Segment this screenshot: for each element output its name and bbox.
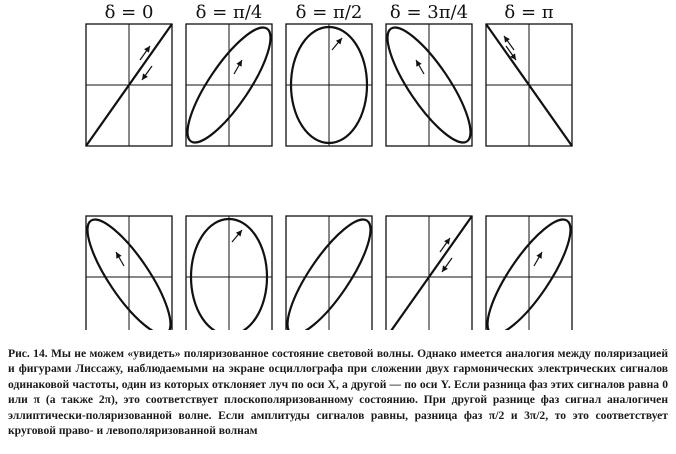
lissajous-panel-top-4 bbox=[486, 24, 572, 146]
lissajous-panel-top-1 bbox=[174, 17, 283, 152]
phase-header-1: δ = π/4 bbox=[195, 2, 263, 23]
rotation-arrow bbox=[234, 60, 242, 74]
phase-header-0: δ = 0 bbox=[104, 2, 154, 23]
backward-arrow bbox=[442, 258, 452, 272]
lissajous-panel-bottom-2 bbox=[274, 209, 383, 330]
backward-arrow bbox=[142, 66, 152, 80]
rotation-arrow bbox=[416, 60, 424, 74]
lissajous-panel-top-0 bbox=[86, 24, 172, 146]
phase-header-3: δ = 3π/4 bbox=[389, 2, 469, 23]
rotation-arrow bbox=[332, 38, 342, 50]
lissajous-panel-top-3 bbox=[374, 17, 483, 152]
figure-caption: Рис. 14. Мы не можем «увидеть» поляризованное состояние световой волны. Однако имеется аналогия между поляризацией и фигурами Лиссажу, наблюдаемыми на экране осциллографа при сложении двух гармонических электрических сигналов одинаковой частоты, один из которых отклоняет луч по оси X, а другой — по оси Y. Если разница фаз этих сигналов равна 0 или π (а также 2π), это соответствует плоскополяризованному состоянию. При другой разнице фаз сигнал аналогичен эллиптически-поляризованной волне. Если амплитуды сигналов равны, разница фаз π/2 и 3π/2, то это соответствует круговой право- и левополяризованной волнам bbox=[8, 347, 668, 438]
lissajous-panel-bottom-4 bbox=[474, 209, 583, 330]
rotation-arrow bbox=[116, 252, 124, 266]
lissajous-panel-bottom-0 bbox=[74, 209, 183, 330]
lissajous-panel-bottom-3 bbox=[386, 216, 472, 330]
phase-header-2: δ = π/2 bbox=[295, 2, 363, 23]
phase-header-4: δ = π bbox=[504, 2, 554, 23]
forward-arrow bbox=[504, 36, 514, 50]
lissajous-panel-bottom-1 bbox=[186, 216, 272, 330]
lissajous-panel-top-2 bbox=[286, 24, 372, 146]
rotation-arrow bbox=[534, 252, 542, 266]
rotation-arrow bbox=[232, 230, 242, 242]
